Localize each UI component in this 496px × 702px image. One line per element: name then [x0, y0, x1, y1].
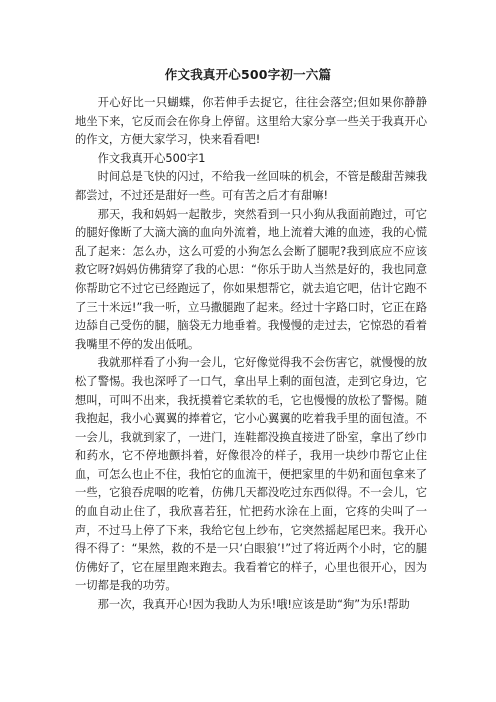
paragraph-intro: 开心好比一只蝴蝶，你若伸手去捉它，往往会落空;但如果你静静地坐下来，它反而会在你身上停留。这里给大家分享一些关于我真开心的作文，方便大家学习，快来看看吧!: [75, 96, 427, 147]
document-title: 作文我真开心500字初一六篇: [164, 67, 332, 82]
paragraph: 那一次，我真开心!因为我助人为乐!哦!应该是助“狗”为乐!帮助: [97, 598, 410, 612]
paragraph: 时间总是飞快的闪过，不给我一丝回味的机会，不管是酸甜苦辣我都尝过，不过还是甜好一些。可有苦之后才有甜嘛!: [75, 170, 427, 202]
document-body: [75, 94, 427, 615]
paragraph: 那天，我和妈妈一起散步，突然看到一只小狗从我面前跑过，可它的腿好像断了大滴大滴的血向外流着，地上流着大滩的血迹，我的心慌乱了起来：怎么办，这么可爱的小狗怎么会断了腿呢?我到底应不应该救它呀?妈妈仿佛猜穿了我的心思：“你乐于助人当然是好的，我也同意你帮助它不过它已经跑远了，你如果想帮它，就去追它吧，估计它跑不了三十米远!”我一听，立马撒腿跑了起来。经过十字路口时，它正在路边舔自己受伤的腿，脑袋无力地垂着。我慢慢的走过去，它惊恐的看着我嘴里不停的发出低吼。: [75, 207, 427, 351]
section-heading: 作文我真开心500字1: [97, 151, 206, 165]
paragraph: 我就那样看了小狗一会儿，它好像觉得我不会伤害它，就慢慢的放松了警惕。我也深呼了一口气，拿出早上剩的面包渣，走到它身边，它想叫，可叫不出来，我抚摸着它柔软的毛，它也慢慢的放松了警惕。随我抱起，我小心翼翼的捧着它，它小心翼翼的吃着我手里的面包渣。不一会儿，我就到家了，一进门，连鞋都没换直接进了卧室，拿出了纱巾和药水，它不停地颤抖着，好像很冷的样子，我用一块纱巾帮它止住血，可怎么也止不住，我怕它的血流干，便把家里的牛奶和面包拿来了一些，它狼吞虎咽的吃着，仿佛几天都没吃过东西似得。不一会儿，它的血自动止住了，我欣喜若狂，忙把药水涂在上面，它疼的尖叫了一声，不过马上停了下来，我给它包上纱布，它突然摇起尾巴来。我开心得不得了：“果然，救的不是一只‘白眼狼’!”过了将近两个小时，它的腿仿佛好了，它在屋里跑来跑去。我看着它的样子，心里也很开心，因为一切都是我的功劳。: [75, 356, 427, 593]
